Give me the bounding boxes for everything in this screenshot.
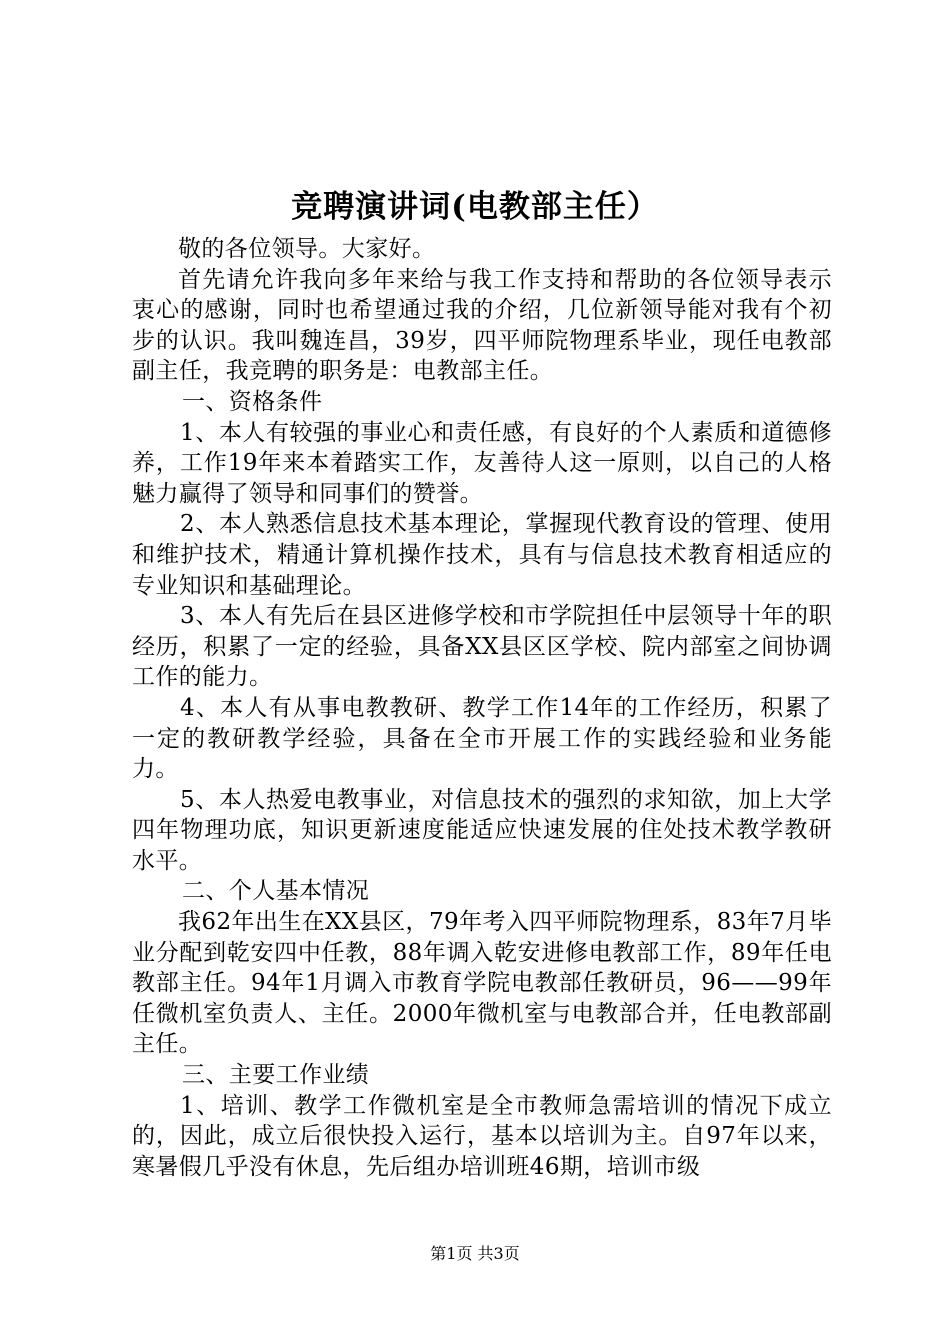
document-title: 竞聘演讲词(电教部主任） xyxy=(291,189,659,225)
intro-paragraph: 首先请允许我向多年来给与我工作支持和帮助的各位领导表示衷心的感谢，同时也希望通过我的介绍，几位新领导能对我有个初步的认识。我叫魏连昌，39岁，四平师院物理系毕业，现任电教部副主任，我竞聘的职务是：电教部主任。 xyxy=(132,266,832,385)
page-footer: 第1页 共3页 xyxy=(430,1244,520,1263)
greeting-paragraph: 敬的各位领导。大家好。 xyxy=(178,236,436,262)
qualification-item-3: 3、本人有先后在县区进修学校和市学院担任中层领导十年的职经历，积累了一定的经验，具备XX县区区学校、院内部室之间协调工作的能力。 xyxy=(132,603,832,691)
qualification-item-5: 5、本人热爱电教事业，对信息技术的强烈的求知欲，加上大学四年物理功底，知识更新速度能适应快速发展的住处技术教学教研水平。 xyxy=(132,786,832,874)
personal-info-paragraph: 我62年出生在XX县区，79年考入四平师院物理系，83年7月毕业分配到乾安四中任教，88年调入乾安进修电教部工作，89年任电教部主任。94年1月调入市教育学院电教部任教研员，96——99年任微机室负责人、主任。2000年微机室与电教部合并，任电教部副主任。 xyxy=(132,909,832,1058)
section-heading-qualifications: 一、资格条件 xyxy=(182,388,323,415)
section-heading-achievements: 三、主要工作业绩 xyxy=(182,1062,370,1089)
qualification-item-2: 2、本人熟悉信息技术基本理论，掌握现代教育设的管理、使用和维护技术，精通计算机操作技术，具有与信息技术教育相适应的专业知识和基础理论。 xyxy=(132,511,832,599)
document-body xyxy=(132,234,832,1182)
qualification-item-4: 4、本人有从事电教教研、教学工作14年的工作经历，积累了一定的教研教学经验，具备在全市开展工作的实践经验和业务能力。 xyxy=(132,694,832,783)
qualification-item-1: 1、本人有较强的事业心和责任感，有良好的个人素质和道德修养，工作19年来本着踏实工作，友善待人这一原则，以自己的人格魅力赢得了领导和同事们的赞誉。 xyxy=(132,419,832,507)
section-heading-personal-info: 二、个人基本情况 xyxy=(182,878,370,905)
achievement-item-1: 1、培训、教学工作微机室是全市教师急需培训的情况下成立的，因此，成立后很快投入运行，基本以培训为主。自97年以来，寒暑假几乎没有休息，先后组办培训班46期，培训市级 xyxy=(132,1092,832,1180)
